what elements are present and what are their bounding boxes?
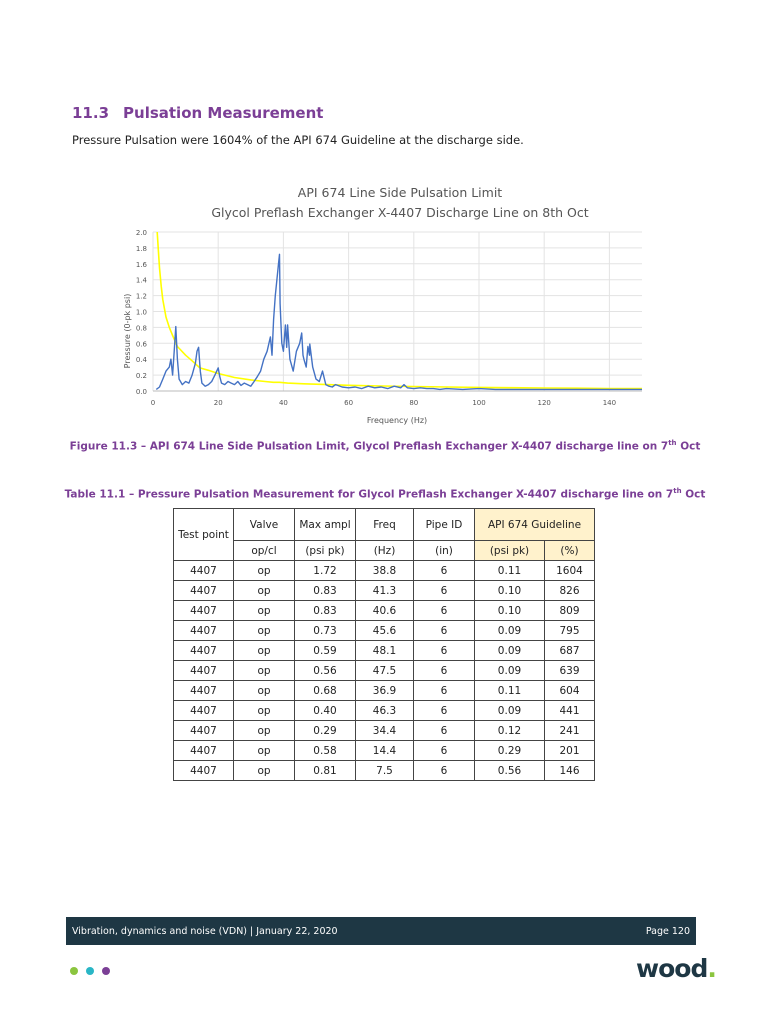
x-tick-label: 60 xyxy=(344,399,354,407)
table-caption-sup: th xyxy=(673,487,682,495)
cell-test-point: 4407 xyxy=(174,641,234,661)
header-valve: Valve xyxy=(234,509,295,541)
header-pipe-id-unit: (in) xyxy=(414,541,475,561)
section-intro: Pressure Pulsation were 1604% of the API 674 Guideline at the discharge side. xyxy=(72,133,524,147)
header-max-ampl: Max ampl xyxy=(295,509,356,541)
measurement-series xyxy=(156,254,642,389)
cell-valve: op xyxy=(234,601,295,621)
cell-guideline-psi: 0.29 xyxy=(475,741,545,761)
cell-max-ampl: 0.83 xyxy=(295,581,356,601)
header-guideline-percent: (%) xyxy=(545,541,595,561)
cell-test-point: 4407 xyxy=(174,741,234,761)
x-axis-label: Frequency (Hz) xyxy=(366,416,428,425)
y-tick-label: 1.0 xyxy=(135,308,147,317)
cell-pipe-id: 6 xyxy=(414,601,475,621)
cell-max-ampl: 0.59 xyxy=(295,641,356,661)
cell-valve: op xyxy=(234,561,295,581)
page-footer xyxy=(66,917,696,945)
cell-test-point: 4407 xyxy=(174,761,234,781)
cell-guideline-percent: 795 xyxy=(545,621,595,641)
y-tick-label: 2.0 xyxy=(135,229,147,237)
measurement-table xyxy=(173,508,595,781)
x-tick-label: 40 xyxy=(278,399,288,407)
cell-max-ampl: 0.68 xyxy=(295,681,356,701)
cell-pipe-id: 6 xyxy=(414,641,475,661)
chart-title-line2: Glycol Preflash Exchanger X-4407 Discharge Line on 8th Oct xyxy=(211,205,589,220)
cell-pipe-id: 6 xyxy=(414,581,475,601)
y-tick-label: 0.8 xyxy=(135,324,147,333)
x-tick-label: 0 xyxy=(150,399,156,407)
figure-caption-end: Oct xyxy=(676,440,701,453)
cell-pipe-id: 6 xyxy=(414,681,475,701)
cell-valve: op xyxy=(234,621,295,641)
cell-max-ampl: 0.29 xyxy=(295,721,356,741)
y-tick-label: 1.8 xyxy=(135,244,147,253)
header-freq: Freq xyxy=(356,509,414,541)
y-tick-label: 1.6 xyxy=(135,260,147,269)
chart-series xyxy=(156,232,642,389)
cell-guideline-psi: 0.09 xyxy=(475,641,545,661)
cell-guideline-psi: 0.11 xyxy=(475,681,545,701)
cell-guideline-percent: 146 xyxy=(545,761,595,781)
cell-max-ampl: 1.72 xyxy=(295,561,356,581)
y-tick-label: 1.4 xyxy=(135,276,147,285)
figure-caption-sup: th xyxy=(668,439,677,447)
y-tick-label: 0.2 xyxy=(135,372,147,381)
table-body xyxy=(174,561,595,781)
cell-valve: op xyxy=(234,641,295,661)
table-caption xyxy=(60,487,710,501)
cell-freq: 14.4 xyxy=(356,741,414,761)
cell-max-ampl: 0.40 xyxy=(295,701,356,721)
table-row xyxy=(174,761,595,781)
cell-max-ampl: 0.73 xyxy=(295,621,356,641)
cell-pipe-id: 6 xyxy=(414,761,475,781)
cell-freq: 34.4 xyxy=(356,721,414,741)
cell-max-ampl: 0.83 xyxy=(295,601,356,621)
cell-guideline-percent: 826 xyxy=(545,581,595,601)
cell-guideline-psi: 0.10 xyxy=(475,581,545,601)
cell-guideline-psi: 0.12 xyxy=(475,721,545,741)
cell-freq: 45.6 xyxy=(356,621,414,641)
cell-test-point: 4407 xyxy=(174,601,234,621)
decor-dot-green xyxy=(70,967,78,975)
chart-grid xyxy=(153,232,642,391)
table-row xyxy=(174,581,595,601)
table-caption-end: Oct xyxy=(681,488,706,501)
figure-caption xyxy=(60,439,710,453)
header-max-ampl-unit: (psi pk) xyxy=(295,541,356,561)
cell-test-point: 4407 xyxy=(174,661,234,681)
cell-valve: op xyxy=(234,721,295,741)
cell-guideline-psi: 0.10 xyxy=(475,601,545,621)
header-freq-unit: (Hz) xyxy=(356,541,414,561)
cell-test-point: 4407 xyxy=(174,721,234,741)
cell-freq: 48.1 xyxy=(356,641,414,661)
cell-freq: 47.5 xyxy=(356,661,414,681)
y-axis-label: Pressure (0-pk psi) xyxy=(123,293,132,369)
cell-guideline-percent: 441 xyxy=(545,701,595,721)
header-valve-unit: op/cl xyxy=(234,541,295,561)
header-api-guideline: API 674 Guideline xyxy=(475,509,595,541)
cell-freq: 41.3 xyxy=(356,581,414,601)
cell-guideline-psi: 0.09 xyxy=(475,661,545,681)
cell-test-point: 4407 xyxy=(174,621,234,641)
table-row xyxy=(174,661,595,681)
table-row xyxy=(174,721,595,741)
cell-guideline-percent: 201 xyxy=(545,741,595,761)
cell-max-ampl: 0.58 xyxy=(295,741,356,761)
cell-guideline-percent: 639 xyxy=(545,661,595,681)
cell-test-point: 4407 xyxy=(174,561,234,581)
cell-test-point: 4407 xyxy=(174,701,234,721)
table-caption-text: Table 11.1 – Pressure Pulsation Measurement for Glycol Preflash Exchanger X-4407 discharge line on 7 xyxy=(64,488,674,501)
cell-guideline-percent: 687 xyxy=(545,641,595,661)
cell-valve: op xyxy=(234,581,295,601)
table-row xyxy=(174,561,595,581)
table-row xyxy=(174,621,595,641)
cell-guideline-psi: 0.09 xyxy=(475,621,545,641)
footer-doc-info: Vibration, dynamics and noise (VDN) | January 22, 2020 xyxy=(72,926,338,937)
guideline-series xyxy=(157,232,642,389)
table-row xyxy=(174,681,595,701)
x-tick-label: 140 xyxy=(602,399,617,407)
cell-valve: op xyxy=(234,701,295,721)
x-tick-label: 20 xyxy=(213,399,223,407)
cell-valve: op xyxy=(234,761,295,781)
x-tick-label: 120 xyxy=(537,399,551,407)
pulsation-chart xyxy=(0,0,768,440)
cell-pipe-id: 6 xyxy=(414,561,475,581)
cell-freq: 36.9 xyxy=(356,681,414,701)
cell-guideline-percent: 241 xyxy=(545,721,595,741)
section-title: Pulsation Measurement xyxy=(123,104,324,122)
cell-pipe-id: 6 xyxy=(414,661,475,681)
y-tick-label: 0.4 xyxy=(135,356,147,365)
y-tick-label: 1.2 xyxy=(135,292,147,301)
cell-test-point: 4407 xyxy=(174,581,234,601)
wood-logo xyxy=(636,954,716,983)
cell-guideline-psi: 0.11 xyxy=(475,561,545,581)
decor-dot-purple xyxy=(102,967,110,975)
cell-guideline-psi: 0.56 xyxy=(475,761,545,781)
chart-title-line1: API 674 Line Side Pulsation Limit xyxy=(297,185,503,200)
table-row xyxy=(174,741,595,761)
x-tick-label: 80 xyxy=(409,399,419,407)
cell-valve: op xyxy=(234,661,295,681)
cell-guideline-psi: 0.09 xyxy=(475,701,545,721)
cell-guideline-percent: 1604 xyxy=(545,561,595,581)
header-guideline-psi: (psi pk) xyxy=(475,541,545,561)
y-tick-label: 0.0 xyxy=(135,388,147,396)
cell-test-point: 4407 xyxy=(174,681,234,701)
header-test-point: Test point xyxy=(174,509,234,561)
table-row xyxy=(174,641,595,661)
cell-max-ampl: 0.56 xyxy=(295,661,356,681)
cell-freq: 46.3 xyxy=(356,701,414,721)
y-tick-label: 0.6 xyxy=(135,340,147,349)
cell-freq: 7.5 xyxy=(356,761,414,781)
cell-guideline-percent: 604 xyxy=(545,681,595,701)
cell-valve: op xyxy=(234,681,295,701)
cell-pipe-id: 6 xyxy=(414,701,475,721)
cell-max-ampl: 0.81 xyxy=(295,761,356,781)
cell-pipe-id: 6 xyxy=(414,741,475,761)
header-pipe-id: Pipe ID xyxy=(414,509,475,541)
decor-dot-teal xyxy=(86,967,94,975)
cell-freq: 38.8 xyxy=(356,561,414,581)
cell-guideline-percent: 809 xyxy=(545,601,595,621)
logo-text: wood xyxy=(636,954,708,983)
cell-pipe-id: 6 xyxy=(414,721,475,741)
logo-period: . xyxy=(707,954,716,983)
footer-page-number: Page 120 xyxy=(645,926,690,937)
table-row xyxy=(174,601,595,621)
cell-freq: 40.6 xyxy=(356,601,414,621)
figure-caption-text: Figure 11.3 – API 674 Line Side Pulsation Limit, Glycol Preflash Exchanger X-4407 discharge line on 7 xyxy=(69,440,669,453)
cell-pipe-id: 6 xyxy=(414,621,475,641)
x-tick-label: 100 xyxy=(472,399,486,407)
table-row xyxy=(174,701,595,721)
section-number: 11.3 xyxy=(72,104,110,122)
cell-valve: op xyxy=(234,741,295,761)
